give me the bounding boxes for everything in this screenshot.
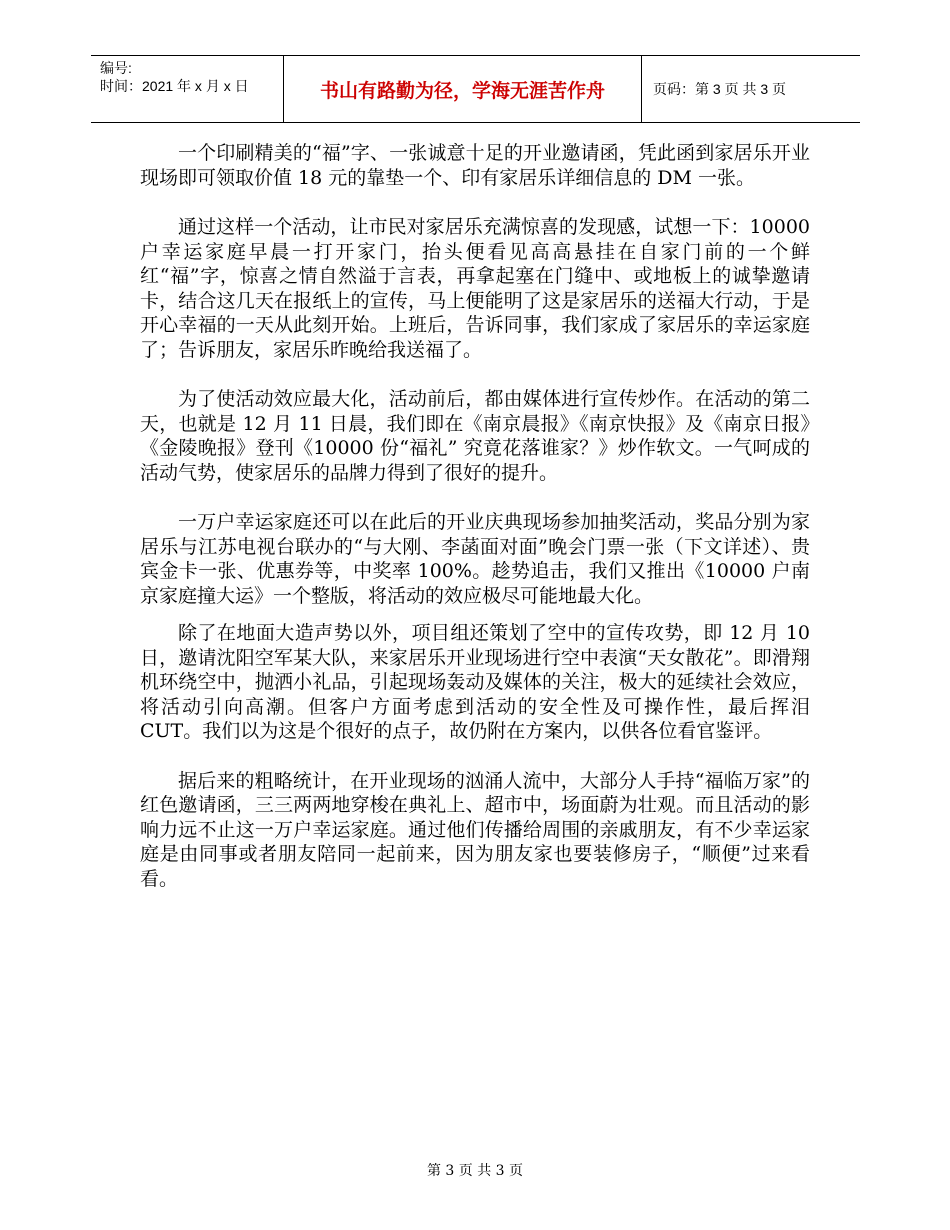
header-meta: [91, 56, 284, 122]
paragraph-4: 一万户幸运家庭还可以在此后的开业庆典现场参加抽奖活动，奖品分别为家居乐与江苏电视台联办的“与大刚、李菡面对面”晚会门票一张（下文详述）、贵宾金卡一张、优惠券等，中奖率 100%。趁势追击，我们又推出《10000 户南京家庭撞大运》一个整版，将活动的效应极尽可能地最大化。: [140, 511, 810, 607]
paragraph-3: 为了使活动效应最大化，活动前后，都由媒体进行宣传炒作。在活动的第二天，也就是 12 月 11 日晨，我们即在《南京晨报》《南京快报》及《南京日报》《金陵晚报》登刊《10000 份“福礼” 究竟花落谁家？》炒作软文。一气呵成的活动气势，使家居乐的品牌力得到了很好的提升。: [140, 388, 810, 484]
page-header: [91, 55, 860, 123]
time-label: 时间：2021 年 x 月 x 日: [100, 78, 249, 94]
header-motto: 书山有路勤为径，学海无涯苦作舟: [284, 56, 642, 122]
paragraph-2: 通过这样一个活动，让市民对家居乐充满惊喜的发现感，试想一下：10000 户幸运家庭早晨一打开家门，抬头便看见高高悬挂在自家门前的一个鲜红“福”字，惊喜之情自然溢于言表，再拿起塞在门缝中、或地板上的诚挚邀请卡，结合这几天在报纸上的宣传，马上便能明了这是家居乐的送福大行动，于是开心幸福的一天从此刻开始。上班后，告诉同事，我们家成了家居乐的幸运家庭了；告诉朋友，家居乐昨晚给我送福了。: [140, 216, 810, 361]
paragraph-6: 据后来的粗略统计，在开业现场的汹涌人流中，大部分人手持“福临万家”的红色邀请函，三三两两地穿梭在典礼上、超市中，场面蔚为壮观。而且活动的影响力远不止这一万户幸运家庭。通过他们传播给周围的亲戚朋友，有不少幸运家庭是由同事或者朋友陪同一起前来，因为朋友家也要装修房子，“顺便”过来看看。: [140, 769, 810, 890]
page-footer: 第 3 页 共 3 页: [426, 1163, 524, 1179]
document-body: [140, 141, 810, 916]
paragraph-5: 除了在地面大造声势以外，项目组还策划了空中的宣传攻势，即 12 月 10 日，邀请沈阳空军某大队，来家居乐开业现场进行空中表演“天女散花”。即滑翔机环绕空中，抛洒小礼品，引起现场轰动及媒体的关注，极大的延续社会效应，将活动引向高潮。但客户方面考虑到活动的安全性及可操作性，最后挥泪 CUT。我们以为这是个很好的点子，故仍附在方案内，以供各位看官鉴评。: [140, 622, 810, 742]
header-page-info: 页码：第 3 页 共 3 页: [653, 81, 787, 97]
number-label: 编号:: [100, 60, 132, 76]
paragraph-1: 一个印刷精美的“福”字、一张诚意十足的开业邀请函，凭此函到家居乐开业现场即可领取价值 18 元的靠垫一个、印有家居乐详细信息的 DM 一张。: [140, 142, 810, 189]
